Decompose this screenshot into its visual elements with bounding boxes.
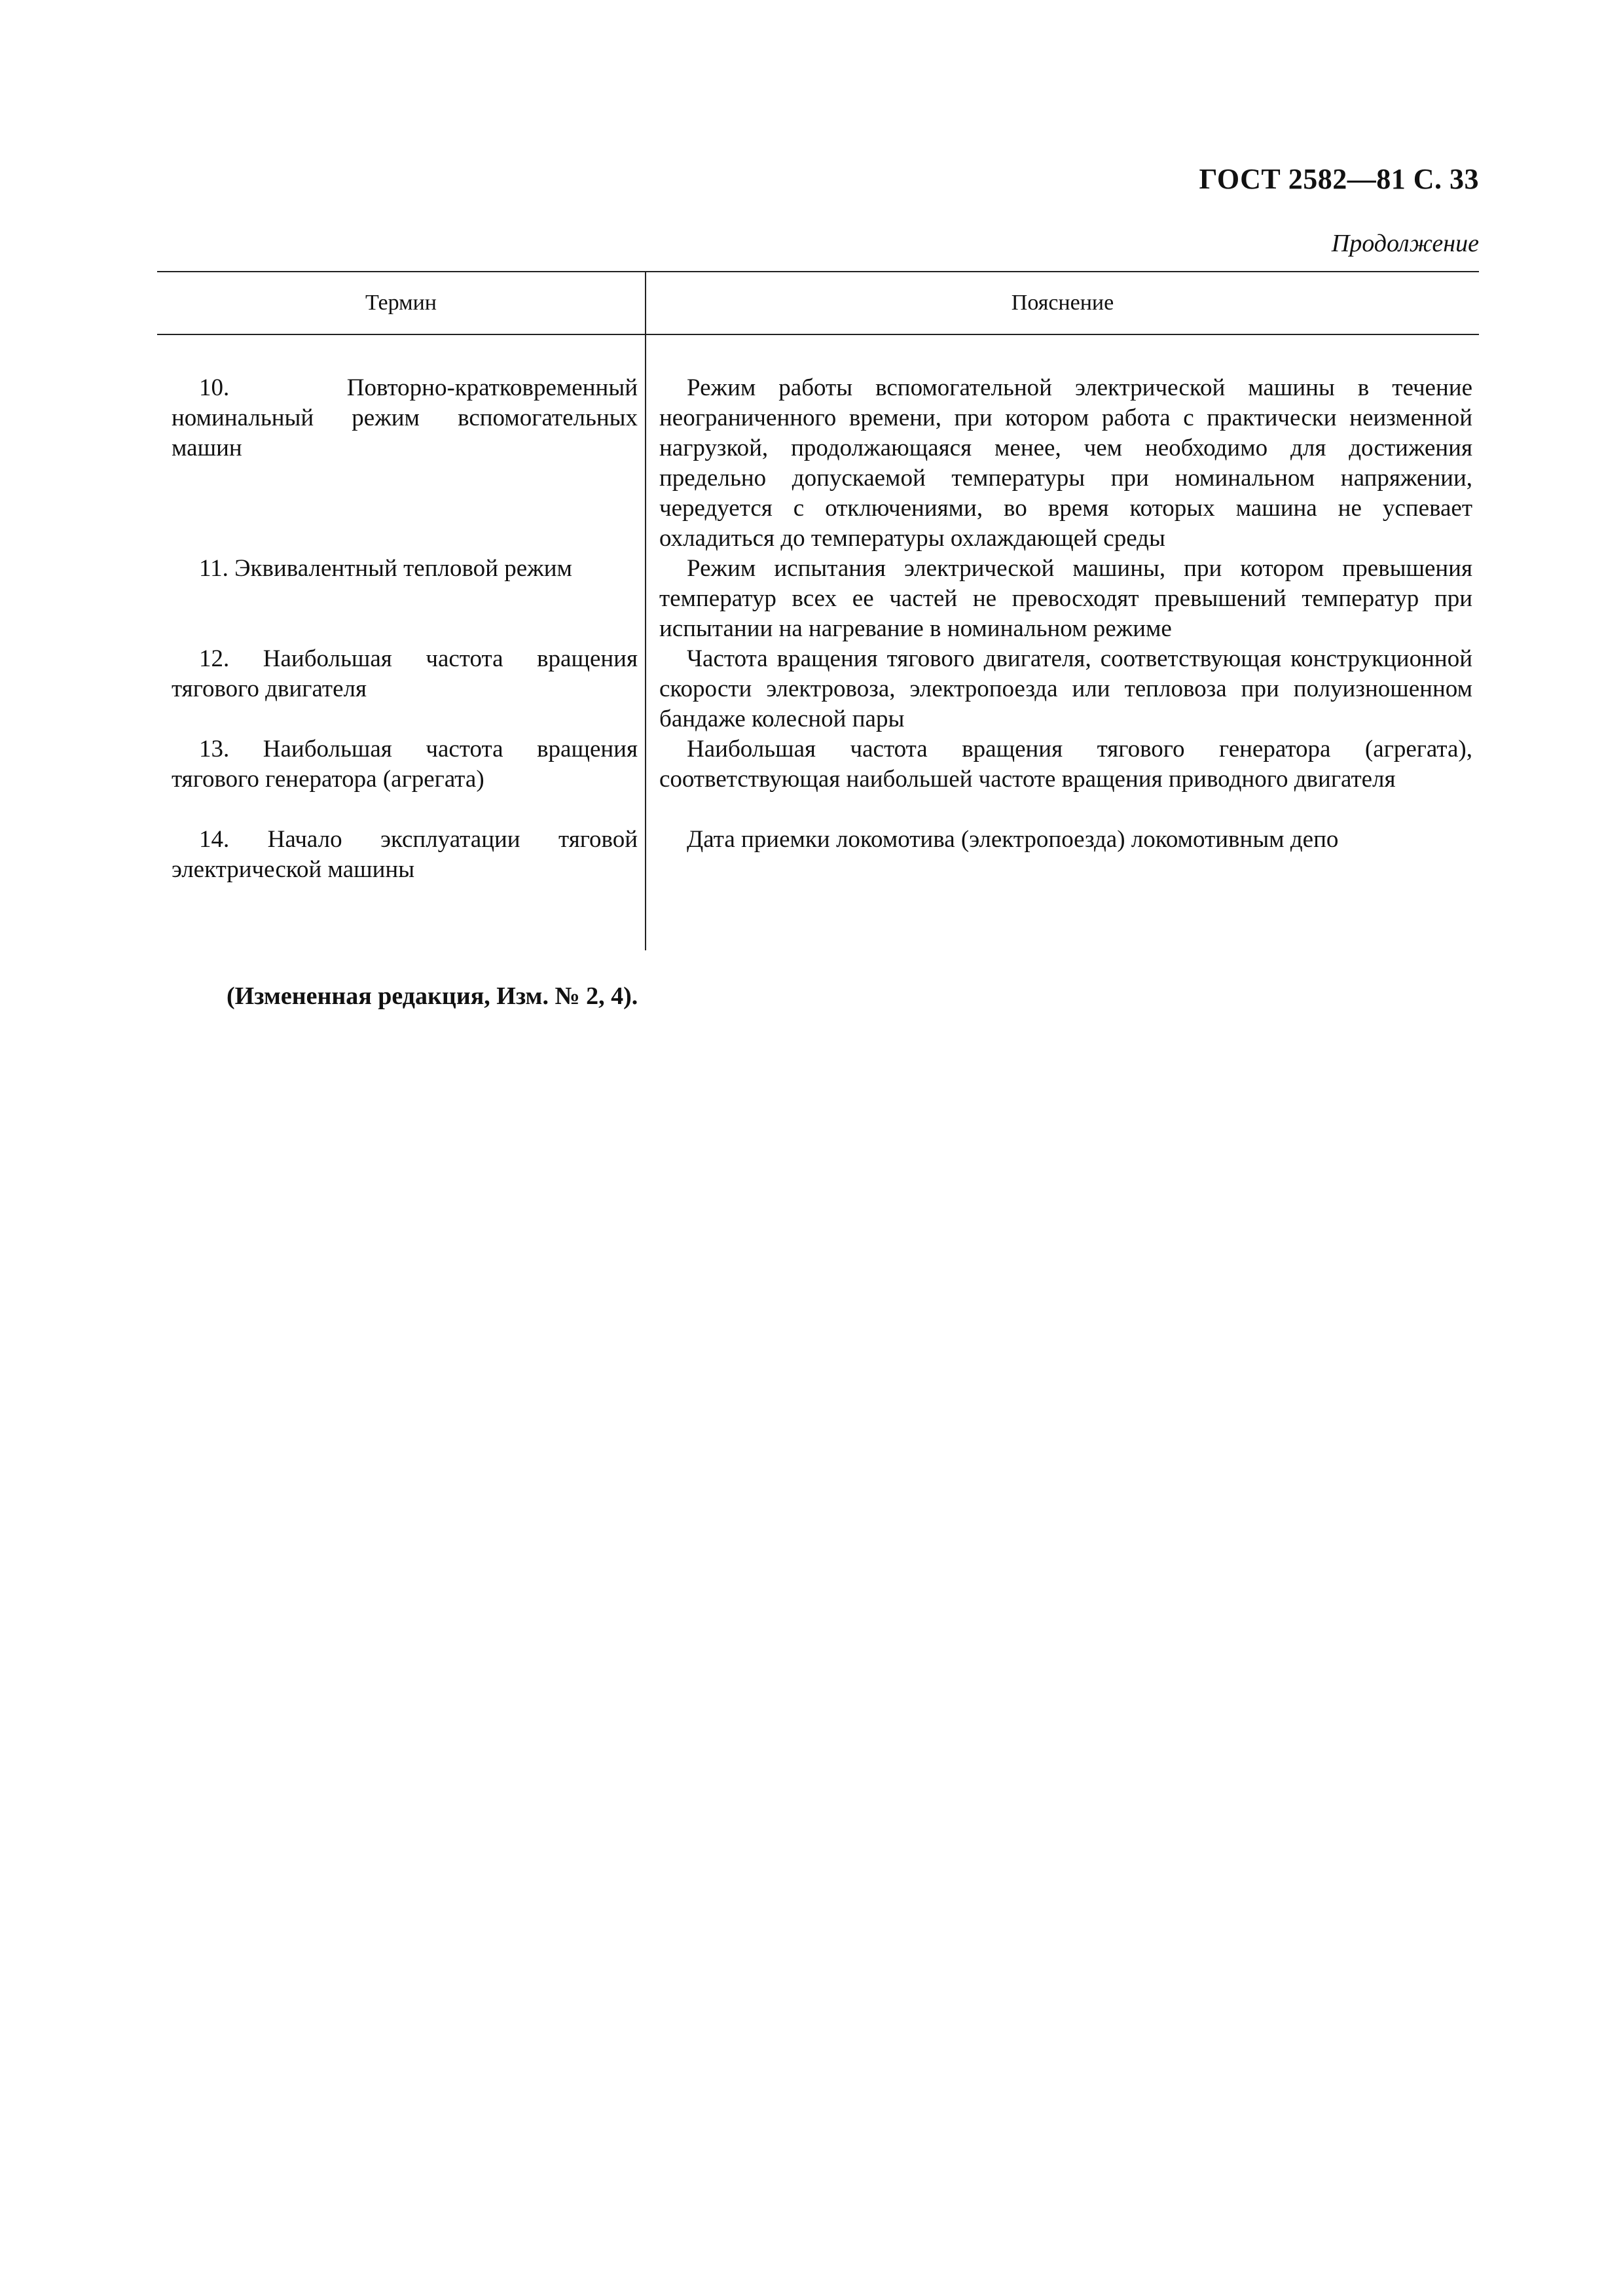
term-cell: 14. Начало эксплуатации тяговой электрической машины [172, 826, 638, 883]
amendment-note: (Измененная редакция, Изм. № 2, 4). [227, 982, 638, 1010]
table-header-rule [157, 334, 1479, 335]
term-cell: 12. Наибольшая частота вращения тягового двигателя [172, 645, 638, 702]
explanation-cell: Частота вращения тягового двигателя, соответствующая конструкционной скорости электровоза, электропоезда или тепловоза при полуизношенном бандаже колесной пары [659, 645, 1472, 732]
term-cell: 10. Повторно-кратковременный номинальный режим вспомогательных машин [172, 374, 638, 461]
column-header-term: Термин [365, 291, 437, 315]
table-top-rule [157, 271, 1479, 272]
explanation-cell: Режим испытания электрической машины, при котором превышения температур всех ее частей не превосходят превышений температур при испытании на нагревание в номинальном режиме [659, 555, 1472, 642]
term-cell: 13. Наибольшая частота вращения тягового генератора (агрегата) [172, 736, 638, 793]
column-header-explanation: Пояснение [1011, 291, 1114, 315]
explanation-cell: Дата приемки локомотива (электропоезда) локомотивным депо [687, 826, 1339, 853]
table-column-divider [645, 271, 646, 950]
term-cell: 11. Эквивалентный тепловой режим [199, 555, 572, 582]
explanation-cell: Режим работы вспомогательной электрической машины в течение неограниченного времени, при котором работа с практически неизменной нагрузкой, продолжающаяся менее, чем необходимо для достижения предельно допускаемой температуры при номинальном напряжении, чередуется с отключениями, во время которых машина не успевает охладиться до температуры охлаждающей среды [659, 374, 1472, 552]
page-header: ГОСТ 2582—81 С. 33 [1199, 163, 1479, 195]
explanation-cell: Наибольшая частота вращения тягового генератора (агрегата), соответствующая наибольшей частоте вращения приводного двигателя [659, 736, 1472, 793]
terms-table [157, 271, 1479, 952]
continuation-label: Продолжение [1331, 230, 1479, 257]
